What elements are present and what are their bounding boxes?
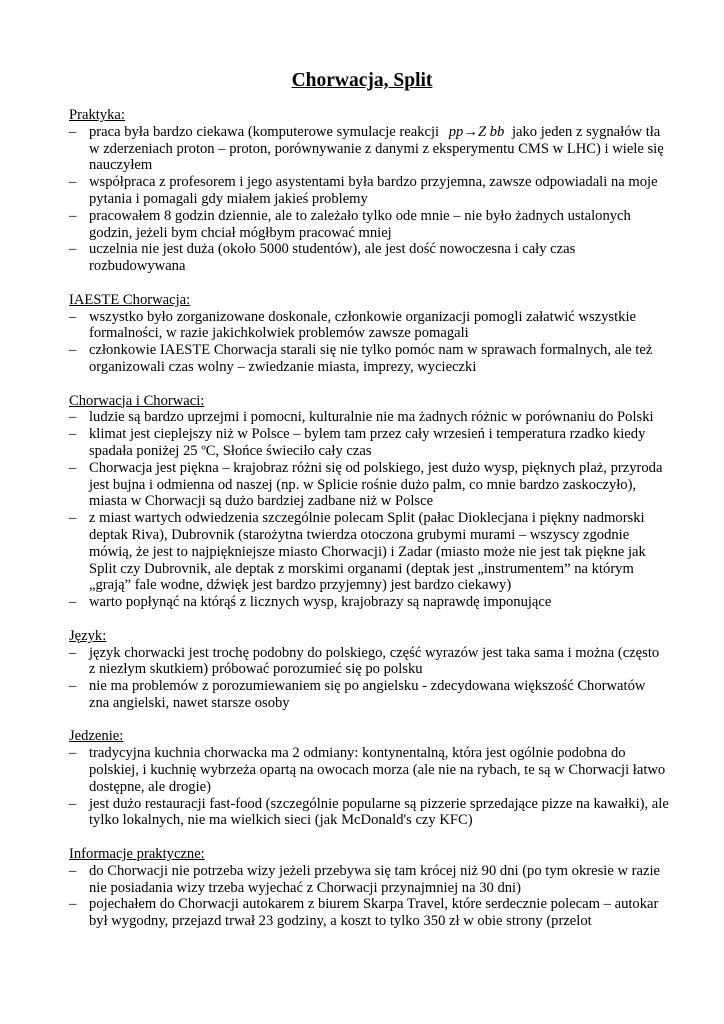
section-heading: Informacje praktyczne: <box>69 846 205 863</box>
dash-bullet: – <box>69 308 77 325</box>
item-text: język chorwacki jest trochę podobny do polskiego, część wyrazów jest taka sama i można (często z niezłym skutkiem) próbować porozumieć się po polsku <box>89 644 660 678</box>
bullet-list <box>69 124 669 275</box>
dash-bullet: – <box>69 896 77 913</box>
item-text: uczelnia nie jest duża (około 5000 studentów), ale jest dość nowoczesna i cały czas rozbudowywana <box>89 241 576 275</box>
list-item <box>69 409 669 426</box>
list-item <box>69 678 669 712</box>
dash-bullet: – <box>69 594 77 611</box>
section-1 <box>69 292 669 376</box>
section-heading: Chorwacja i Chorwaci: <box>69 392 205 409</box>
item-text: współpraca z profesorem i jego asystentami była bardzo przyjemna, zawsze odpowiadali na moje pytania i pomagali gdy miałem jakieś problemy <box>89 174 658 207</box>
dash-bullet: – <box>69 745 77 762</box>
list-item <box>69 594 669 611</box>
dash-bullet: – <box>69 174 77 191</box>
item-text: tradycyjna kuchnia chorwacka ma 2 odmiany: kontynentalną, która jest ogólnie podobna do polskiej, i kuchnię wybrzeża opartą na owocach morza (ale nie na rybach, te są w Chorwacji łatwo dostępne, ale drogie) <box>89 745 666 795</box>
list-item <box>69 896 669 930</box>
dash-bullet: – <box>69 207 77 224</box>
bullet-list <box>69 645 669 712</box>
list-item <box>69 241 669 275</box>
dash-bullet: – <box>69 644 77 661</box>
section-heading: IAESTE Chorwacja: <box>69 291 191 308</box>
section-4 <box>69 728 669 829</box>
item-text: ludzie są bardzo uprzejmi i pomocni, kulturalnie nie ma żadnych różnic w porównaniu do Polski <box>89 409 654 426</box>
item-text: członkowie IAESTE Chorwacja starali się nie tylko pomóc nam w sprawach formalnych, ale też organizowali czas wolny – zwiedzanie miasta, imprezy, wycieczki <box>89 342 653 375</box>
item-text: z miast wartych odwiedzenia szczególnie polecam Split (pałac Dioklecjana i piękny nadmorski deptak Riva), Dubrovnik (starożytna twierdza otoczona grubymi murami – wszyscy zgodnie mówią, że jest to najpiękniejsze miasto Chorwacji) i Zadar (miasto może nie jest tak piękne jak Split czy Dubrovnik, ale deptak z morskimi organami (deptak jest „instrumentem” na którym „grają” fale wodne, dźwięk jest bardzo przyjemny) jest bardzo ciekawy) <box>89 510 646 594</box>
dash-bullet: – <box>69 862 77 879</box>
item-text: warto popłynąć na którąś z licznych wysp, krajobrazy są naprawdę imponujące <box>89 594 552 611</box>
section-heading: Jedzenie: <box>69 728 124 745</box>
section-heading: Język: <box>69 627 107 644</box>
dash-bullet: – <box>69 795 77 812</box>
section-0 <box>69 107 669 275</box>
list-item <box>69 796 669 830</box>
document-title: Chorwacja, Split <box>291 70 433 91</box>
list-item <box>69 863 669 897</box>
section-heading: Praktyka: <box>69 107 125 123</box>
dash-bullet: – <box>69 123 77 140</box>
dash-bullet: – <box>69 342 77 359</box>
reaction-formula: pp→Z bb <box>448 123 505 140</box>
item-text: jako jeden z sygnałów tła w zderzeniach proton – proton, porównywanie z danymi z eksperymentu CMS w LHC) i wiele się nauczyłem <box>89 123 664 174</box>
item-text: wszystko było zorganizowane doskonale, członkowie organizacji pomogli załatwić wszystkie formalności, w razie jakichkolwiek problemów zawsze pomagali <box>89 308 636 342</box>
item-text: pojechałem do Chorwacji autokarem z biurem Skarpa Travel, które serdecznie polecam – autokar był wygodny, przejazd trwał 23 godziny, a koszt to tylko 350 zł w obie strony (przelot <box>89 896 659 930</box>
bullet-list <box>69 309 669 376</box>
dash-bullet: – <box>69 409 77 426</box>
list-item <box>69 510 669 594</box>
dash-bullet: – <box>69 426 77 443</box>
section-3 <box>69 628 669 712</box>
dash-bullet: – <box>69 241 77 258</box>
list-item <box>69 208 669 242</box>
list-item <box>69 174 669 208</box>
item-text: pracowałem 8 godzin dziennie, ale to zależało tylko ode mnie – nie było żadnych ustalonych godzin, jeżeli bym chciał mógłbym pracować mniej <box>89 207 631 241</box>
dash-bullet: – <box>69 678 77 695</box>
section-5 <box>69 846 669 930</box>
list-item <box>69 309 669 343</box>
bullet-list <box>69 745 669 829</box>
item-text: jest dużo restauracji fast-food (szczególnie popularne są pizzerie sprzedające pizze na kawałki), ale tylko lokalnych, nie ma wielkich sieci (jak McDonald's czy KFC) <box>89 795 669 829</box>
bullet-list <box>69 863 669 930</box>
list-item <box>69 342 669 376</box>
document-content <box>69 107 669 947</box>
section-2 <box>69 393 669 611</box>
item-text: nie ma problemów z porozumiewaniem się po angielsku - zdecydowana większość Chorwatów zna angielski, nawet starsze osoby <box>89 678 646 711</box>
list-item <box>69 124 669 174</box>
list-item <box>69 460 669 510</box>
item-text: praca była bardzo ciekawa (komputerowe symulacje reakcji <box>89 123 440 140</box>
list-item <box>69 645 669 679</box>
item-text: Chorwacja jest piękna – krajobraz różni się od polskiego, jest dużo wysp, pięknych plaż, przyroda jest bujna i odmienna od naszej (np. w Splicie rośnie dużo palm, co mnie bardzo zaskoczyło), miasta w Chorwacji są dużo bardziej zadbane niż w Polsce <box>89 459 663 510</box>
dash-bullet: – <box>69 459 77 476</box>
bullet-list <box>69 409 669 611</box>
list-item <box>69 426 669 460</box>
dash-bullet: – <box>69 510 77 527</box>
item-text: klimat jest cieplejszy niż w Polsce – bylem tam przez cały wrzesień i temperatura rzadko kiedy spadała poniżej 25 ºC, Słońce świeciło cały czas <box>89 426 646 459</box>
list-item <box>69 745 669 795</box>
item-text: do Chorwacji nie potrzeba wizy jeżeli przebywa się tam krócej niż 90 dni (po tym okresie w razie nie posiadania wizy trzeba wyjechać z Chorwacji przynajmniej na 30 dni) <box>89 862 660 896</box>
